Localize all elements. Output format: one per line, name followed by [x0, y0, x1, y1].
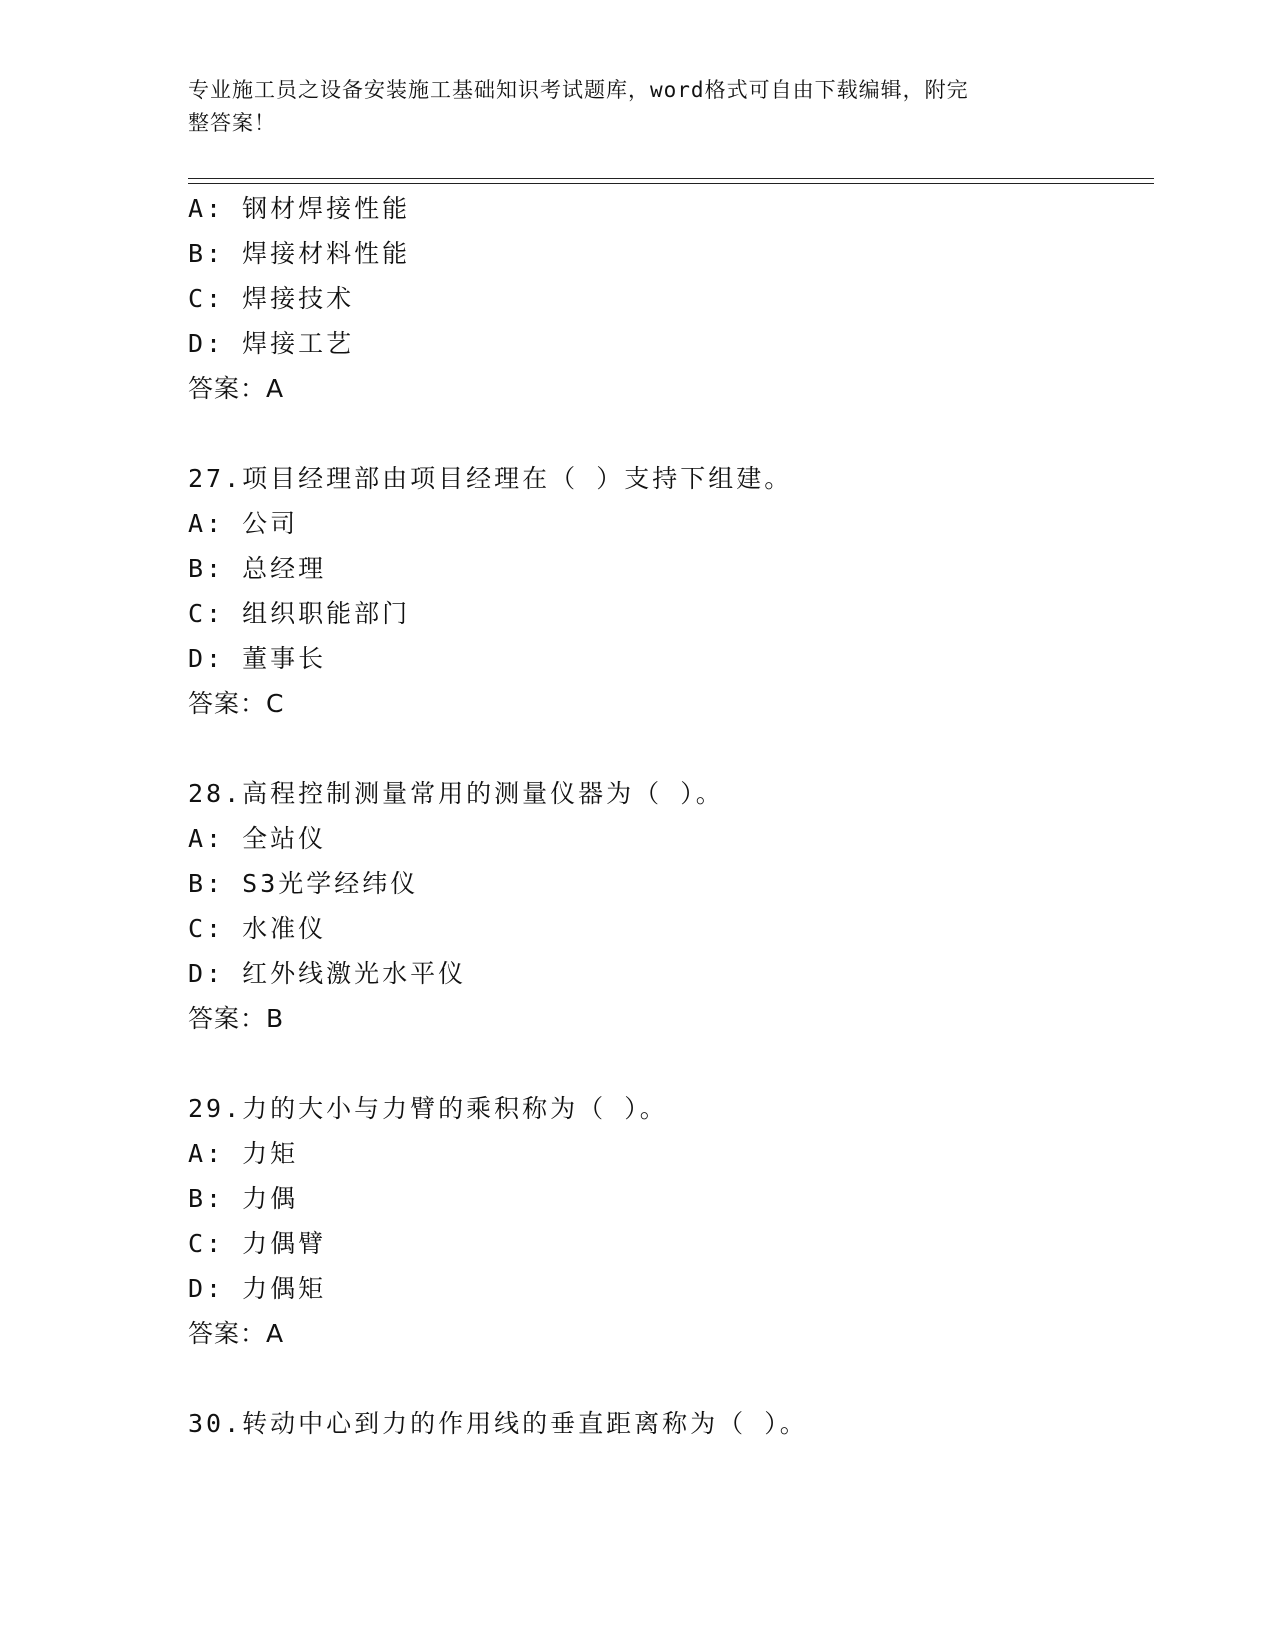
- q29-option-d: D: 力偶矩: [188, 1274, 327, 1303]
- q28-option-d: D: 红外线激光水平仪: [188, 959, 467, 988]
- q27-option-a: A: 公司: [188, 509, 299, 538]
- q26-option-b: B: 焊接材料性能: [188, 239, 411, 268]
- q30-question: 30.转动中心到力的作用线的垂直距离称为（ ）。: [188, 1409, 808, 1438]
- q26-option-d: D: 焊接工艺: [188, 329, 355, 358]
- q26-option-a: A: 钢材焊接性能: [188, 194, 411, 223]
- q28-option-c: C: 水准仪: [188, 914, 327, 943]
- q28-option-b: B: S3光学经纬仪: [188, 869, 419, 898]
- q26-option-c: C: 焊接技术: [188, 284, 355, 313]
- q28-answer: 答案：B: [188, 1004, 285, 1033]
- q27-answer: 答案：C: [188, 689, 285, 718]
- header-line-2: 整答案！: [188, 111, 276, 135]
- q29-option-a: A: 力矩: [188, 1139, 299, 1168]
- q27-option-d: D: 董事长: [188, 644, 327, 673]
- q27-option-c: C: 组织职能部门: [188, 599, 411, 628]
- header-line-1: 专业施工员之设备安装施工基础知识考试题库，word格式可自由下载编辑，附完: [188, 78, 969, 102]
- q28-option-a: A: 全站仪: [188, 824, 327, 853]
- header-divider-bottom: [188, 183, 1154, 184]
- q29-option-c: C: 力偶臂: [188, 1229, 327, 1258]
- q29-option-b: B: 力偶: [188, 1184, 299, 1213]
- q27-question: 27.项目经理部由项目经理在（ ）支持下组建。: [188, 464, 793, 493]
- q28-question: 28.高程控制测量常用的测量仪器为（ ）。: [188, 779, 724, 808]
- q29-answer: 答案：A: [188, 1319, 285, 1348]
- q27-option-b: B: 总经理: [188, 554, 327, 583]
- q29-question: 29.力的大小与力臂的乘积称为（ ）。: [188, 1094, 668, 1123]
- header-divider-top: [188, 178, 1154, 179]
- q26-answer: 答案：A: [188, 374, 285, 403]
- document-header: [188, 74, 1068, 140]
